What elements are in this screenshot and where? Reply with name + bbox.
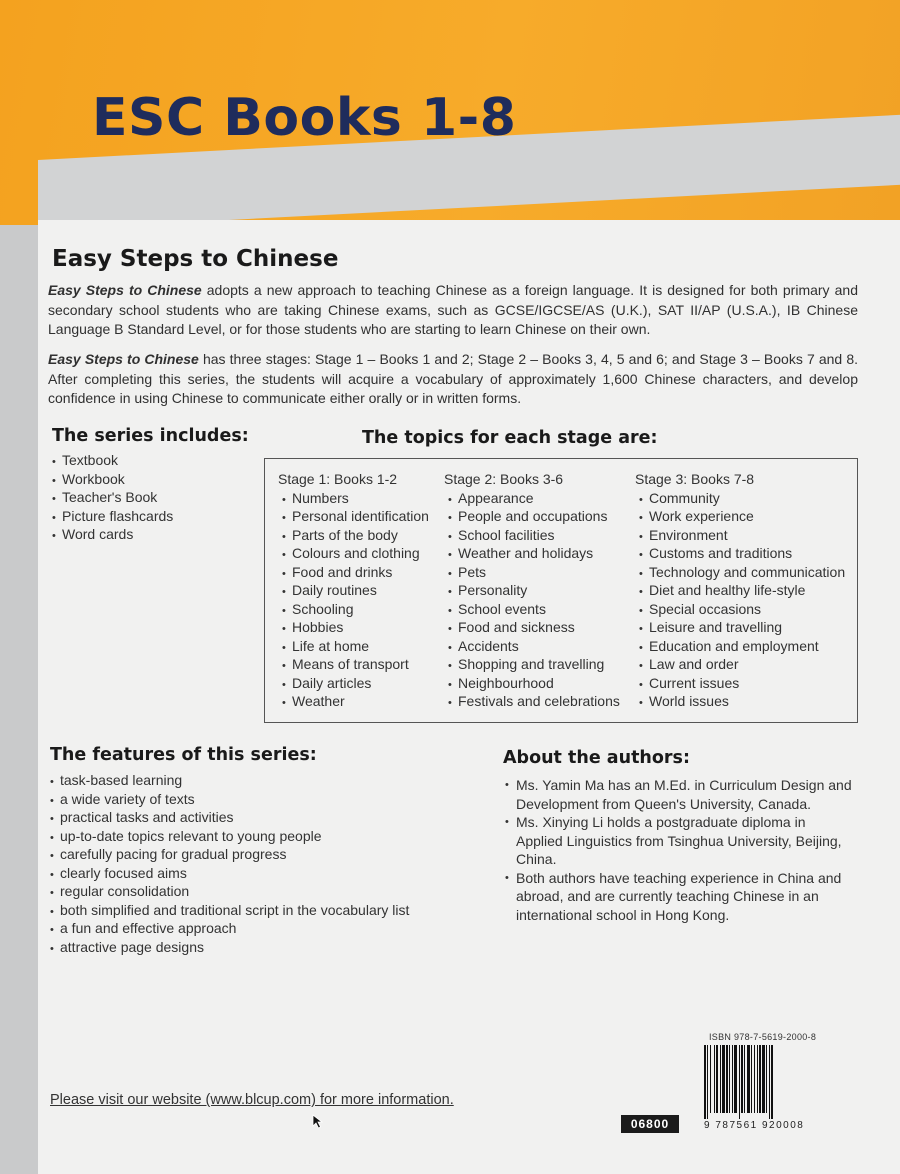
topic-item: • Diet and healthy life-style xyxy=(639,581,845,600)
topic-item: • World issues xyxy=(639,692,845,711)
authors-heading: About the authors: xyxy=(503,748,690,768)
series-item: • Picture flashcards xyxy=(52,507,173,526)
topic-item: • Accidents xyxy=(448,637,620,656)
feature-item: • practical tasks and activities xyxy=(50,808,409,827)
stage-3-column xyxy=(623,470,845,711)
topic-item: • School events xyxy=(448,600,620,619)
topic-item: • Community xyxy=(639,489,845,508)
topic-item: • Work experience xyxy=(639,507,845,526)
feature-item: • a wide variety of texts xyxy=(50,790,409,809)
website-link[interactable]: Please visit our website (www.blcup.com) for more information. xyxy=(50,1092,454,1108)
feature-item: • regular consolidation xyxy=(50,882,409,901)
topic-item: • Daily routines xyxy=(282,581,429,600)
topic-item: • Neighbourhood xyxy=(448,674,620,693)
intro-paragraph-2: Easy Steps to Chinese has three stages: Stage 1 – Books 1 and 2; Stage 2 – Books 3, 4, 5 and 6; and Stage 3 – Books 7 and 8. After completing this series, the students will acquire a vocabulary of approximately 1,600 Chinese characters, and develop confidence in using Chinese to communicate either orally or in written forms. xyxy=(48,351,858,406)
book-title-emphasis: Easy Steps to Chinese xyxy=(48,351,199,367)
series-item: • Workbook xyxy=(52,470,173,489)
stage-title: Stage 3: Books 7-8 xyxy=(635,471,755,487)
isbn-text: ISBN 978-7-5619-2000-8 xyxy=(709,1032,817,1042)
author-item: • Both authors have teaching experience in China and abroad, and are currently teaching Chinese in an international school in Hong Kong. xyxy=(503,869,853,925)
topic-item: • Festivals and celebrations xyxy=(448,692,620,711)
stage-topic-list xyxy=(448,489,620,711)
topic-item: • Special occasions xyxy=(639,600,845,619)
topic-item: • Daily articles xyxy=(282,674,429,693)
stage-2-column xyxy=(432,470,620,711)
authors-list xyxy=(503,776,853,924)
series-heading: The series includes: xyxy=(52,426,249,446)
stage-1-column xyxy=(266,470,429,711)
topic-item: • Appearance xyxy=(448,489,620,508)
topic-item: • Environment xyxy=(639,526,845,545)
barcode-digits: 9 787561 920008 xyxy=(704,1120,805,1131)
feature-item: • up-to-date topics relevant to young people xyxy=(50,827,409,846)
topic-item: • Schooling xyxy=(282,600,429,619)
series-item: • Word cards xyxy=(52,525,173,544)
feature-item: • carefully pacing for gradual progress xyxy=(50,845,409,864)
topic-item: • Personality xyxy=(448,581,620,600)
author-item: • Ms. Yamin Ma has an M.Ed. in Curriculum Design and Development from Queen's University, Canada. xyxy=(503,776,853,813)
stage-topic-list xyxy=(639,489,845,711)
stage-topic-list xyxy=(282,489,429,711)
topic-item: • Means of transport xyxy=(282,655,429,674)
topic-item: • People and occupations xyxy=(448,507,620,526)
series-item: • Textbook xyxy=(52,451,173,470)
topic-item: • Law and order xyxy=(639,655,845,674)
features-list xyxy=(50,771,409,956)
intro-heading: Easy Steps to Chinese xyxy=(52,246,339,272)
intro-paragraph-1: Easy Steps to Chinese adopts a new approach to teaching Chinese as a foreign language. It is designed for both primary and secondary school students who are taking Chinese exams, such as GCSE/IGCSE/AS (U.K.), SAT II/AP (U.S.A.), IB Chinese Language B Standard Level, or for those students who are starting to learn Chinese on their own. xyxy=(48,282,858,337)
topic-item: • Parts of the body xyxy=(282,526,429,545)
topic-item: • Education and employment xyxy=(639,637,845,656)
topic-item: • Weather xyxy=(282,692,429,711)
topic-item: • Food and drinks xyxy=(282,563,429,582)
feature-item: • a fun and effective approach xyxy=(50,919,409,938)
topic-item: • Customs and traditions xyxy=(639,544,845,563)
topic-item: • Hobbies xyxy=(282,618,429,637)
cover-title: ESC Books 1-8 xyxy=(92,88,517,148)
topic-item: • Numbers xyxy=(282,489,429,508)
topic-item: • Colours and clothing xyxy=(282,544,429,563)
topic-item: • Technology and communication xyxy=(639,563,845,582)
series-list xyxy=(52,451,173,544)
feature-item: • clearly focused aims xyxy=(50,864,409,883)
topic-item: • Life at home xyxy=(282,637,429,656)
stage-title: Stage 2: Books 3-6 xyxy=(444,471,564,487)
series-item: • Teacher's Book xyxy=(52,488,173,507)
topic-item: • Food and sickness xyxy=(448,618,620,637)
topic-item: • Weather and holidays xyxy=(448,544,620,563)
topic-item: • Shopping and travelling xyxy=(448,655,620,674)
topic-item: • Leisure and travelling xyxy=(639,618,845,637)
book-title-emphasis: Easy Steps to Chinese xyxy=(48,282,202,298)
feature-item: • attractive page designs xyxy=(50,938,409,957)
topic-item: • School facilities xyxy=(448,526,620,545)
features-heading: The features of this series: xyxy=(50,745,317,765)
topic-item: • Current issues xyxy=(639,674,845,693)
feature-item: • task-based learning xyxy=(50,771,409,790)
mouse-cursor-icon xyxy=(312,1114,326,1130)
topics-heading: The topics for each stage are: xyxy=(362,428,658,448)
author-item: • Ms. Xinying Li holds a postgraduate diploma in Applied Linguistics from Tsinghua University, Beijing, China. xyxy=(503,813,853,869)
topic-item: • Personal identification xyxy=(282,507,429,526)
barcode xyxy=(704,1045,824,1119)
price-code: 06800 xyxy=(621,1115,679,1133)
topic-item: • Pets xyxy=(448,563,620,582)
feature-item: • both simplified and traditional script in the vocabulary list xyxy=(50,901,409,920)
stage-title: Stage 1: Books 1-2 xyxy=(278,471,398,487)
